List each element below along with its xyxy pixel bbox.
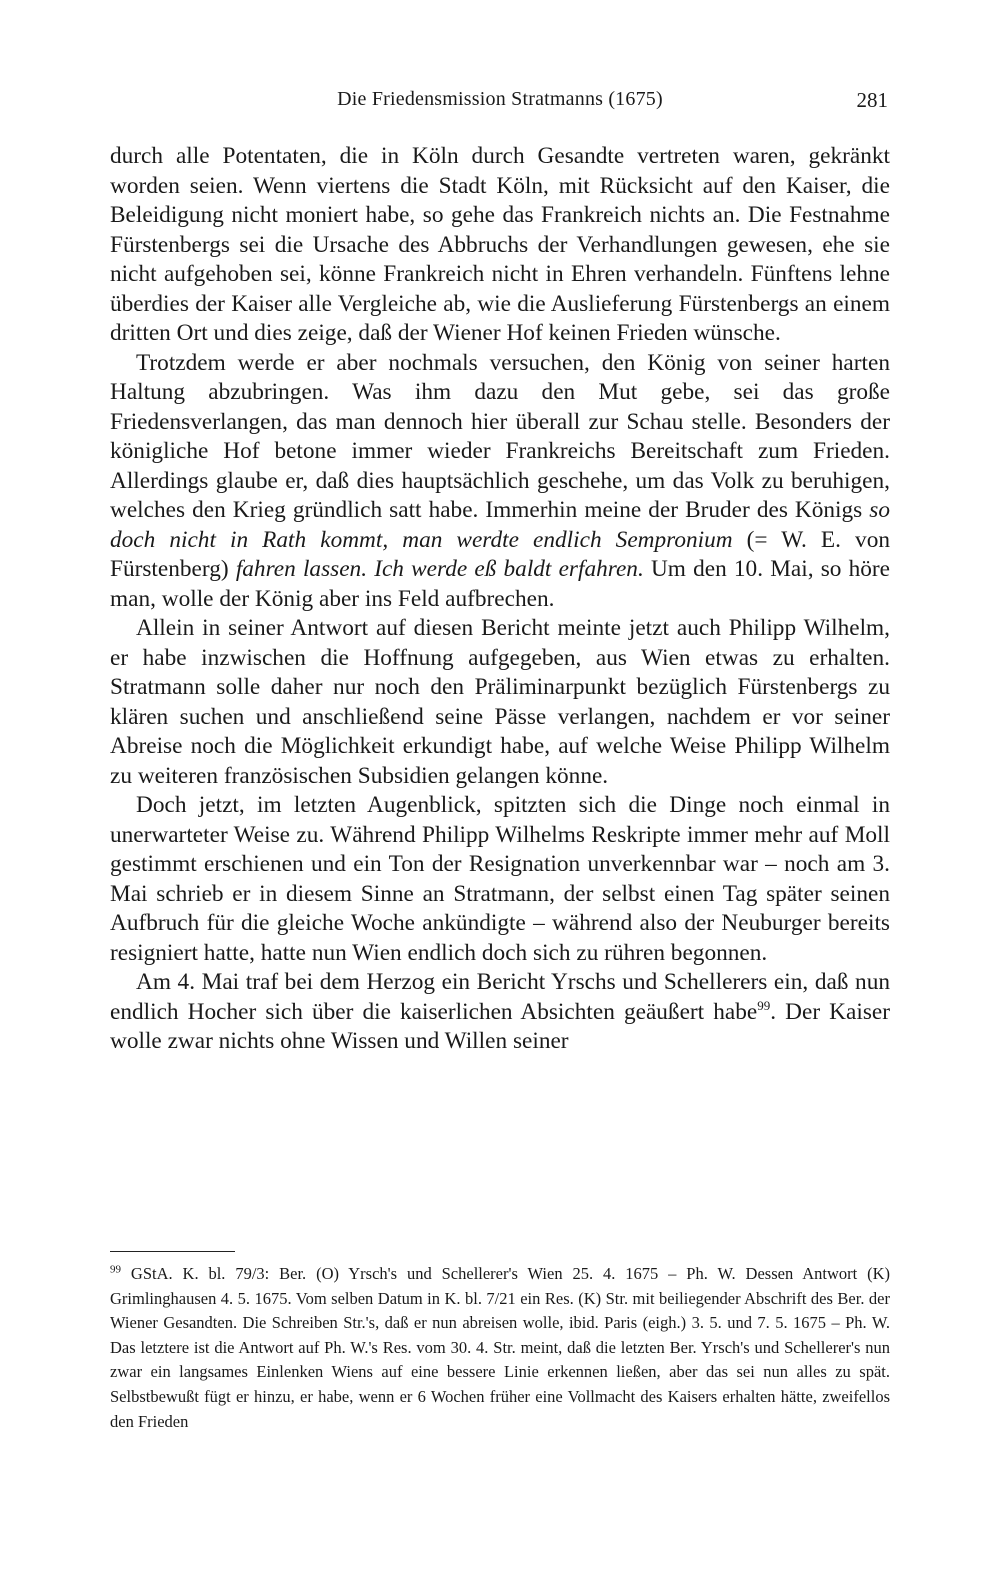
footnote [110, 1262, 890, 1434]
paragraph-text: Um den 10. Mai, so höre man, wolle der König aber ins Feld aufbrechen. [110, 556, 891, 612]
page-header [110, 88, 890, 118]
quotation: so doch nicht in Rath kommt, man werdte endlich Sempronium [110, 497, 890, 553]
page-number: 281 [856, 88, 888, 112]
paragraph-text: durch alle Potentaten, die in Köln durch Gesandte vertreten waren, gekränkt worden seien. Wenn viertens die Stadt Köln, mit Rücksicht auf den Kaiser, die Beleidigung nicht moniert habe, so gehe das Frankreich nichts an. Die Festnahme Fürstenbergs sei die Ursache des Abbruchs der Verhandlungen gewesen, ehe sie nicht aufgehoben sei, könne Frankreich nicht in Ehren verhandeln. Fünftens lehne überdies der Kaiser alle Vergleiche ab, wie die Auslieferung Fürstenbergs an einem dritten Ort und dies zeige, daß der Wiener Hof keinen Frieden wünsche. [110, 143, 890, 346]
footnote-marker: 99 [110, 1263, 121, 1276]
paragraph-text: (= W. E. von Fürstenberg) [110, 526, 890, 582]
paragraph-text: . Der Kaiser wolle zwar nichts ohne Wissen und Willen seiner [110, 998, 890, 1054]
paragraph [110, 349, 890, 615]
paragraph [110, 614, 890, 791]
paragraph [110, 968, 890, 1057]
paragraph [110, 142, 890, 349]
paragraph-text: Am 4. Mai traf bei dem Herzog ein Bericht Yrschs und Schellerers ein, daß nun endlich Hocher sich über die kaiserlichen Absichten geäußert habe [110, 969, 890, 1025]
quotation: fahren lassen. Ich werde eß baldt erfahren. [235, 556, 644, 582]
paragraph-text: Doch jetzt, im letzten Augenblick, spitzten sich die Dinge noch einmal in unerwarteter Weise zu. Während Philipp Wilhelms Reskripte immer mehr auf Moll gestimmt erschienen und ein Ton der Resignation unverkennbar war – noch am 3. Mai schrieb er in diesem Sinne an Stratmann, der selbst einen Tag später seinen Aufbruch für die gleiche Woche ankündigte – während also der Neuburger bereits resigniert hatte, hatte nun Wien endlich doch sich zu rühren begonnen. [110, 792, 890, 966]
main-text [110, 142, 890, 1057]
footnote-reference[interactable]: 99 [757, 997, 771, 1013]
paragraph-text: Allein in seiner Antwort auf diesen Bericht meinte jetzt auch Philipp Wilhelm, er habe inzwischen die Hoffnung aufgegeben, aus Wien etwas zu erhalten. Stratmann solle daher nur noch den Präliminarpunkt bezüglich Fürstenbergs zu klären suchen und anschließend seine Pässe verlangen, nachdem er vor seiner Abreise noch die Möglichkeit erkundigt habe, auf welche Weise Philipp Wilhelm zu weiteren französischen Subsidien gelangen könne. [110, 615, 890, 789]
paragraph [110, 791, 890, 968]
running-title: Die Friedensmission Stratmanns (1675) [337, 88, 663, 110]
paragraph-text: Trotzdem werde er aber nochmals versuchen, den König von seiner harten Haltung abzubringen. Was ihm dazu den Mut gebe, sei das große Friedensverlangen, das man dennoch hier überall zur Schau stelle. Besonders der königliche Hof betone immer wieder Frankreichs Bereitschaft zum Frieden. Allerdings glaube er, daß dies hauptsächlich geschehe, um das Volk zu beruhigen, welches den Krieg gründlich satt habe. Immerhin meine der Bruder des Königs [110, 349, 890, 523]
footnote-text: GStA. K. bl. 79/3: Ber. (O) Yrsch's und Schellerer's Wien 25. 4. 1675 – Ph. W. Dessen Antwort (K) Grimlinghausen 4. 5. 1675. Vom selben Datum in K. bl. 7/21 ein Res. (K) Str. mit beiliegender Abschrift des Ber. der Wiener Gesandten. Die Schreiben Str.'s, daß er nun abreisen wolle, ibid. Paris (eigh.) 3. 5. und 7. 5. 1675 – Ph. W. Das letztere ist die Antwort auf Ph. W.'s Res. vom 30. 4. Str. meint, daß die letzten Ber. Yrsch's und Schellerer's nun zwar ein langsames Einlenken Wiens auf eine bessere Linie erkennen ließen, aber das sei nun alles zu spät. Selbstbewußt fügt er hinzu, er habe, wenn er 6 Wochen früher eine Vollmacht des Kaisers erhalten hätte, zweifellos den Frieden [110, 1264, 890, 1431]
footnote-divider [110, 1251, 235, 1252]
